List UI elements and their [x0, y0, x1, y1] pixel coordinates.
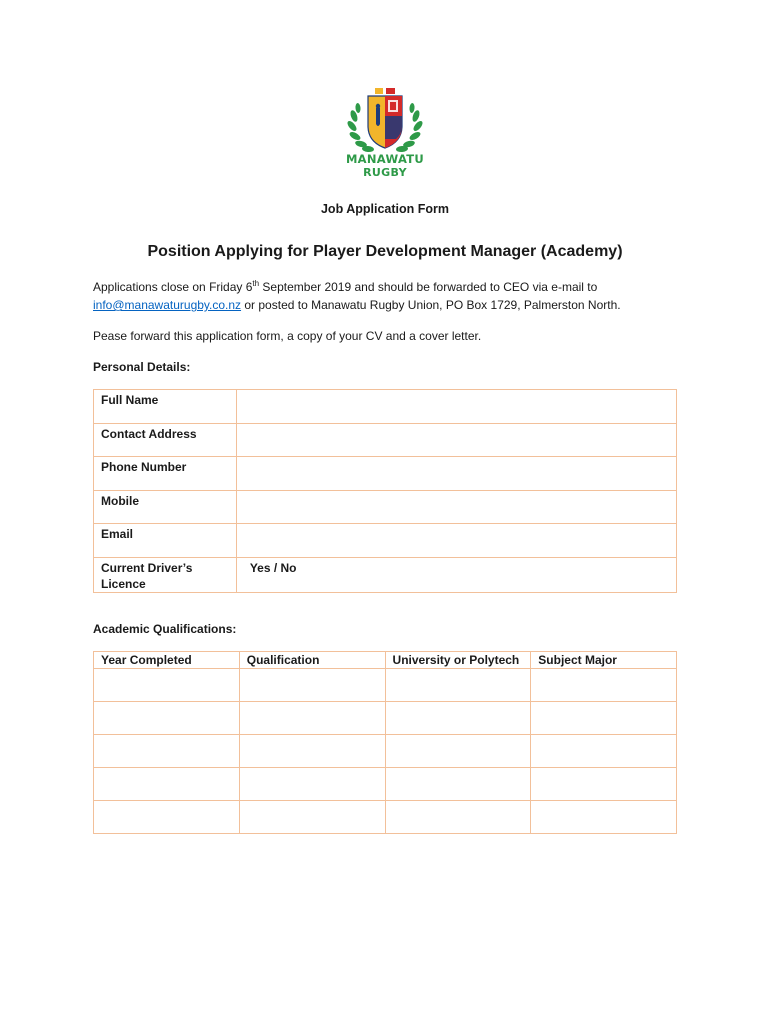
subject-cell[interactable]	[531, 801, 677, 834]
personal-details-heading: Personal Details:	[93, 360, 191, 374]
full-name-field[interactable]	[236, 390, 676, 424]
submission-instruction: Pease forward this application form, a copy of your CV and a cover letter.	[93, 329, 482, 343]
label-email: Email	[101, 527, 134, 541]
form-title: Job Application Form	[320, 202, 449, 216]
table-row	[94, 801, 677, 834]
year-cell[interactable]	[94, 702, 240, 735]
intro-text-3: or posted to Manawatu Rugby Union, PO Box 1729, Palmerston North.	[241, 298, 621, 312]
logo-line-2: RUGBY	[363, 166, 407, 179]
crest-icon	[338, 86, 432, 156]
logo-line-1: MANAWATU	[345, 152, 425, 166]
position-title: Position Applying for Player Development Manager (Academy)	[147, 243, 623, 260]
contact-address-field[interactable]	[236, 423, 676, 457]
table-row	[94, 735, 677, 768]
institution-cell[interactable]	[385, 669, 531, 702]
qualification-cell[interactable]	[239, 768, 385, 801]
academic-qualifications-heading: Academic Qualifications:	[93, 622, 237, 636]
personal-details-table	[93, 389, 677, 593]
column-header-subject: Subject Major	[531, 652, 677, 669]
table-row	[94, 669, 677, 702]
column-header-institution: University or Polytech	[385, 652, 531, 669]
table-row	[94, 490, 677, 524]
table-header-row	[94, 652, 677, 669]
intro-superscript: th	[252, 279, 260, 288]
subject-cell[interactable]	[531, 669, 677, 702]
institution-cell[interactable]	[385, 735, 531, 768]
table-row	[94, 390, 677, 424]
institution-cell[interactable]	[385, 801, 531, 834]
label-full-name: Full Name	[101, 393, 159, 407]
table-row	[94, 557, 677, 592]
qualification-cell[interactable]	[239, 801, 385, 834]
application-instructions	[93, 278, 693, 314]
column-header-qualification: Qualification	[239, 652, 385, 669]
field-label	[94, 557, 237, 592]
label-contact-address: Contact Address	[101, 426, 197, 441]
subject-cell[interactable]	[531, 768, 677, 801]
field-label	[94, 457, 237, 491]
label-drivers-licence: Current Driver’s Licence	[101, 560, 193, 591]
field-label	[94, 524, 237, 558]
institution-cell[interactable]	[385, 702, 531, 735]
table-row	[94, 524, 677, 558]
table-row	[94, 423, 677, 457]
institution-cell[interactable]	[385, 768, 531, 801]
email-field[interactable]	[236, 524, 676, 558]
mobile-field[interactable]	[236, 490, 676, 524]
label-mobile: Mobile	[101, 493, 139, 508]
table-row	[94, 768, 677, 801]
year-cell[interactable]	[94, 735, 240, 768]
intro-text-1: Applications close on Friday 6	[93, 280, 253, 294]
table-row	[94, 702, 677, 735]
logo-wordmark	[330, 152, 440, 180]
subject-cell[interactable]	[531, 702, 677, 735]
intro-text-2: September 2019 and should be forwarded to CEO via e-mail to	[259, 280, 598, 294]
subject-cell[interactable]	[531, 735, 677, 768]
qualification-cell[interactable]	[239, 669, 385, 702]
academic-qualifications-table	[93, 651, 677, 834]
qualification-cell[interactable]	[239, 735, 385, 768]
table-row	[94, 457, 677, 491]
year-cell[interactable]	[94, 669, 240, 702]
column-header-year: Year Completed	[94, 652, 240, 669]
qualification-cell[interactable]	[239, 702, 385, 735]
phone-number-field[interactable]	[236, 457, 676, 491]
year-cell[interactable]	[94, 801, 240, 834]
label-phone-number: Phone Number	[101, 460, 187, 474]
email-link[interactable]: info@manawaturugby.co.nz	[93, 298, 242, 312]
drivers-licence-field[interactable]	[236, 557, 676, 592]
field-label	[94, 423, 237, 457]
year-cell[interactable]	[94, 768, 240, 801]
drivers-licence-value: Yes / No	[249, 560, 297, 575]
field-label	[94, 490, 237, 524]
field-label	[94, 390, 237, 424]
